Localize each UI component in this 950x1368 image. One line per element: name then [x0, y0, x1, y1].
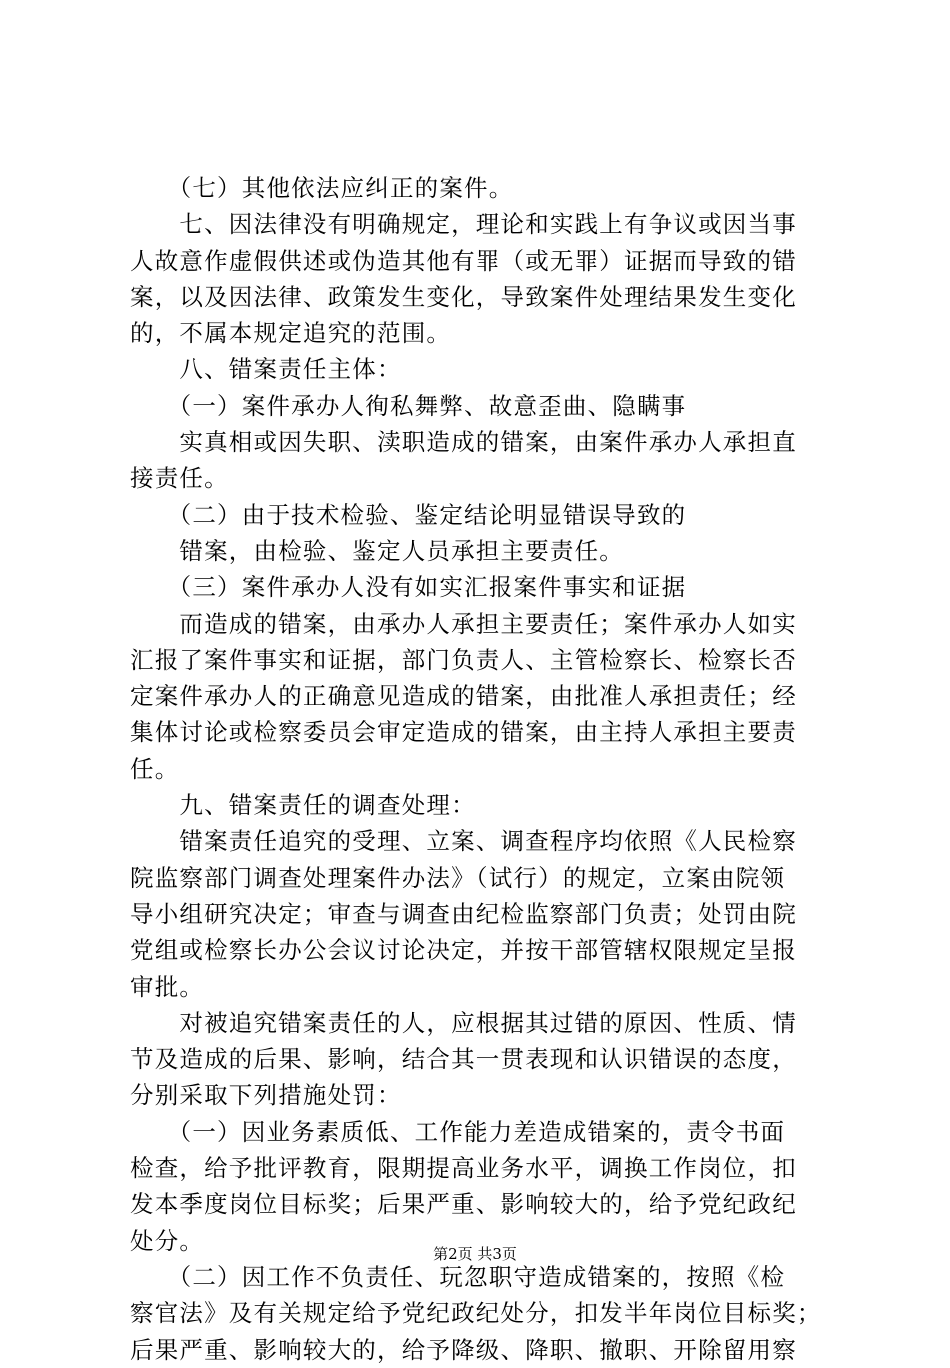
text-line: 后果严重、影响较大的，给予降级、降职、撤职、开除留用察	[130, 1335, 797, 1364]
text-line: 错案责任追究的受理、立案、调查程序均依照《人民检察	[130, 827, 797, 856]
text-line: 而造成的错案，由承办人承担主要责任；案件承办人如实	[130, 609, 797, 638]
text-line: 汇报了案件事实和证据，部门负责人、主管检察长、检察长否	[130, 645, 797, 674]
text-line: 八、错案责任主体：	[130, 355, 402, 384]
page-footer	[0, 1244, 950, 1264]
text-line: 节及造成的后果、影响，结合其一贯表现和认识错误的态度，	[130, 1045, 797, 1074]
text-line: 发本季度岗位目标奖；后果严重、影响较大的，给予党纪政纪	[130, 1190, 797, 1219]
text-line: 实真相或因失职、渎职造成的错案，由案件承办人承担直	[130, 428, 797, 457]
text-line: （一）案件承办人徇私舞弊、故意歪曲、隐瞒事	[130, 391, 687, 420]
text-line: 案，以及因法律、政策发生变化，导致案件处理结果发生变化	[130, 282, 797, 311]
text-line: 任。	[130, 754, 180, 783]
text-line: 人故意作虚假供述或伪造其他有罪（或无罪）证据而导致的错	[130, 246, 797, 275]
page-total: 共3页	[477, 1245, 517, 1263]
text-line: 九、错案责任的调查处理：	[130, 791, 476, 820]
text-line: （二）因工作不负责任、玩忽职守造成错案的，按照《检	[130, 1262, 786, 1291]
text-line: 的，不属本规定追究的范围。	[130, 319, 452, 348]
text-line: 七、因法律没有明确规定，理论和实践上有争议或因当事	[130, 210, 797, 239]
page-number: 第2页	[433, 1245, 473, 1263]
text-line: 审批。	[130, 972, 205, 1001]
text-line: 分别采取下列措施处罚：	[130, 1081, 402, 1110]
text-line: 导小组研究决定；审查与调查由纪检监察部门负责；处罚由院	[130, 899, 797, 928]
text-line: （七）其他依法应纠正的案件。	[130, 174, 514, 202]
text-line: 处分。	[130, 1226, 205, 1255]
text-line: 集体讨论或检察委员会审定造成的错案，由主持人承担主要责	[130, 718, 797, 747]
text-line: 党组或检察长办公会议讨论决定，并按干部管辖权限规定呈报	[130, 936, 797, 965]
document-body	[130, 170, 830, 1368]
text-line: （二）由于技术检验、鉴定结论明显错误导致的	[130, 500, 687, 529]
text-line: 院监察部门调查处理案件办法》（试行）的规定，立案由院领	[130, 863, 786, 892]
text-line: 错案，由检验、鉴定人员承担主要责任。	[130, 536, 624, 565]
text-line: 察官法》及有关规定给予党纪政纪处分，扣发半年岗位目标奖；	[130, 1299, 822, 1328]
text-line: （一）因业务素质低、工作能力差造成错案的，责令书面	[130, 1117, 786, 1146]
text-line: 对被追究错案责任的人，应根据其过错的原因、性质、情	[130, 1008, 797, 1037]
text-line: （三）案件承办人没有如实汇报案件事实和证据	[130, 573, 687, 602]
text-line: 接责任。	[130, 464, 229, 493]
text-line: 检查，给予批评教育，限期提高业务水平，调换工作岗位，扣	[130, 1154, 797, 1183]
text-line: 定案件承办人的正确意见造成的错案，由批准人承担责任；经	[130, 682, 797, 711]
